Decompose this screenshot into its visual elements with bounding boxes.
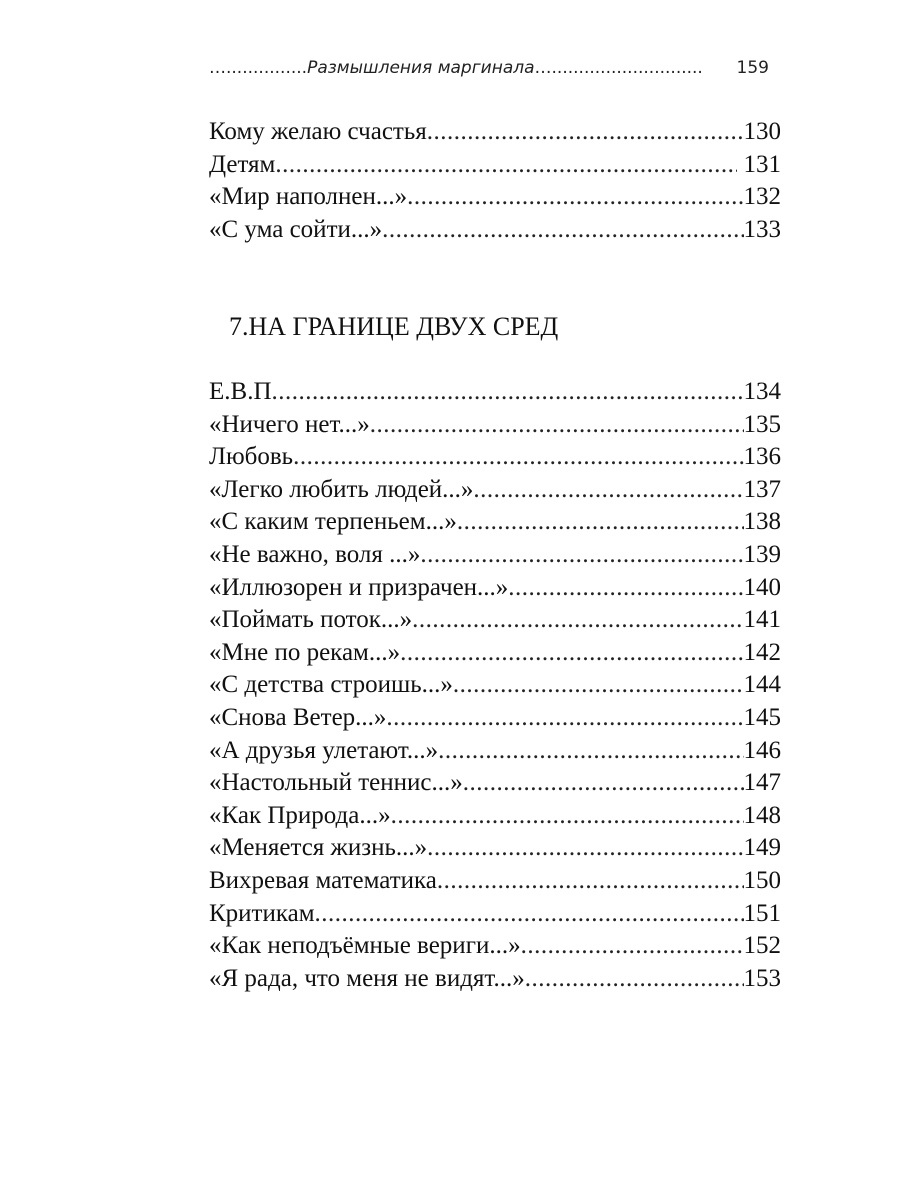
toc-entry[interactable] [209, 474, 781, 507]
toc-leader-dots [382, 214, 743, 247]
toc-entry-page: 133 [743, 215, 781, 243]
toc-entry-page: 135 [743, 410, 781, 438]
toc-entry-title: «Иллюзорен и призрачен...» [209, 573, 509, 601]
toc-leader-dots [438, 735, 743, 768]
toc-entry-page: 150 [743, 866, 781, 894]
toc-leader-dots [525, 963, 744, 996]
toc-entry[interactable] [209, 898, 781, 931]
toc-entry-title: «Легко любить людей...» [209, 475, 474, 503]
toc-section-list [209, 376, 781, 995]
toc-entry-page: 148 [743, 801, 781, 829]
toc-entry-title: Вихревая математика [209, 866, 437, 894]
toc-entry-title: Е.В.П [209, 378, 272, 405]
toc-leader-dots [412, 604, 743, 637]
toc-entry-title: «Мир наполнен...» [209, 183, 408, 211]
toc-leader-dots [275, 149, 737, 182]
toc-entry-title: «Как неподъёмные вериги...» [209, 932, 521, 960]
toc-leader-dots [272, 376, 744, 409]
toc-entry[interactable] [209, 116, 781, 149]
toc-entry-title: «С детства строишь...» [209, 671, 453, 699]
toc-entry-title: «Поймать поток...» [209, 606, 413, 634]
toc-leader-dots [407, 181, 743, 214]
toc-entry[interactable] [209, 930, 781, 963]
toc-entry[interactable] [209, 963, 781, 996]
toc-entry-page: 144 [743, 671, 781, 699]
header-page-number: 159 [736, 58, 769, 78]
toc-entry-title: Любовь [209, 443, 294, 471]
toc-entry-page: 146 [743, 736, 781, 764]
toc-entry-page: 151 [743, 899, 781, 927]
toc-entry[interactable] [209, 409, 781, 442]
toc-entry[interactable] [209, 702, 781, 735]
header-trailing-dots: …............................ [534, 58, 703, 78]
toc-entry-title: Детям [209, 150, 276, 178]
toc-entry-page: 136 [743, 443, 781, 471]
toc-entry-page: 152 [743, 932, 781, 960]
toc-entry[interactable] [209, 800, 781, 833]
toc-leader-dots [453, 669, 744, 702]
toc-entry[interactable] [209, 214, 781, 247]
toc-entry-page: 131 [737, 150, 781, 178]
toc-entry-page: 153 [743, 964, 781, 992]
toc-entry-page: 134 [743, 378, 781, 405]
toc-entry-title: «С каким терпеньем...» [209, 508, 457, 536]
toc-leader-dots [521, 930, 744, 963]
toc-entry[interactable] [209, 604, 781, 637]
toc-entry[interactable] [209, 865, 781, 898]
header-leader-dots: …............... [209, 58, 308, 78]
toc-leader-dots [437, 865, 744, 898]
toc-leader-dots [420, 539, 743, 572]
toc-entry-title: «Ничего нет...» [209, 410, 370, 438]
toc-entry-title: «Как Природа...» [209, 801, 391, 829]
toc-entry-page: 140 [743, 573, 781, 601]
toc-entry-title: Критикам [209, 899, 315, 927]
toc-leader-dots [457, 506, 744, 539]
toc-entry-title: Кому желаю счастья [209, 118, 427, 145]
toc-entry-title: «Мне по рекам...» [209, 638, 401, 666]
toc-entry[interactable] [209, 832, 781, 865]
toc-entry[interactable] [209, 506, 781, 539]
toc-entry-page: 149 [743, 834, 781, 862]
toc-entry[interactable] [209, 376, 781, 409]
toc-entry[interactable] [209, 441, 781, 474]
toc-entry-page: 139 [743, 540, 781, 568]
toc-entry[interactable] [209, 149, 781, 182]
toc-entry[interactable] [209, 767, 781, 800]
toc-leader-dots [386, 702, 743, 735]
toc-entry-title: «Настольный теннис...» [209, 769, 463, 797]
toc-entry-page: 147 [743, 769, 781, 797]
toc-leader-dots [508, 572, 743, 605]
toc-entry[interactable] [209, 637, 781, 670]
running-header [209, 58, 769, 78]
toc-entry-title: «Не важно, воля ...» [209, 540, 421, 568]
toc-leader-dots [391, 800, 744, 833]
toc-leader-dots [463, 767, 744, 800]
toc-entry-page: 141 [743, 606, 781, 634]
toc-leader-dots [370, 409, 744, 442]
toc-leader-dots [400, 637, 743, 670]
toc-leader-dots [315, 898, 744, 931]
toc-entry[interactable] [209, 669, 781, 702]
toc-entry-page: 137 [743, 475, 781, 503]
toc-entry[interactable] [209, 572, 781, 605]
toc-entry-title: «А друзья улетают...» [209, 736, 439, 764]
section-heading: 7.НА ГРАНИЦЕ ДВУХ СРЕД [229, 312, 559, 341]
toc-leader-dots [427, 832, 743, 865]
toc-leader-dots [293, 441, 743, 474]
toc-leader-dots [473, 474, 743, 507]
toc-entry-page: 130 [743, 118, 781, 145]
toc-entry[interactable] [209, 735, 781, 768]
toc-entry[interactable] [209, 539, 781, 572]
toc-entry-title: «Меняется жизнь...» [209, 834, 428, 862]
toc-entry[interactable] [209, 181, 781, 214]
toc-entry-page: 132 [743, 183, 781, 211]
toc-entry-title: «С ума сойти...» [209, 215, 383, 243]
toc-entry-title: «Снова Ветер...» [209, 703, 387, 731]
toc-continued-list [209, 116, 781, 246]
toc-entry-page: 145 [743, 703, 781, 731]
header-book-title: Размышления маргинала [307, 58, 535, 78]
toc-entry-title: «Я рада, что меня не видят...» [209, 964, 525, 992]
toc-leader-dots [427, 116, 744, 149]
toc-entry-page: 142 [743, 638, 781, 666]
toc-entry-page: 138 [743, 508, 781, 536]
